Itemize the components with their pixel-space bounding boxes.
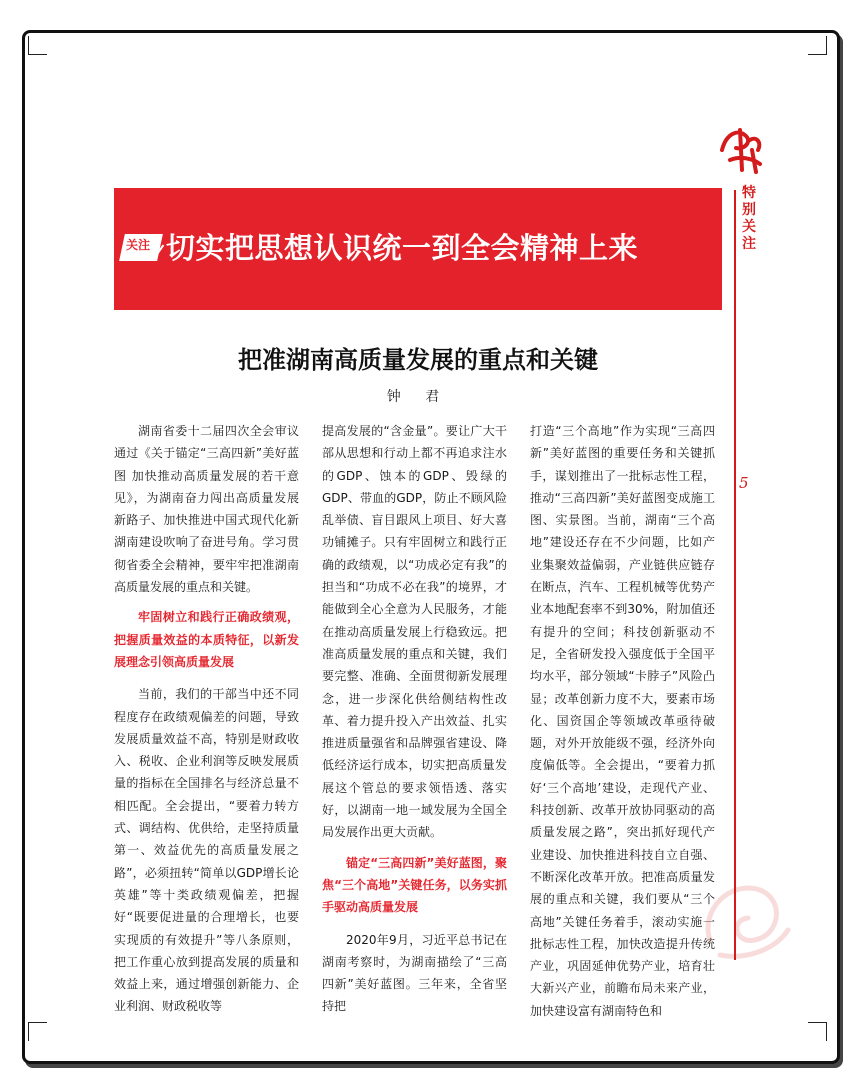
text-column-3: [530, 420, 715, 1022]
subheading: 牢固树立和践行正确政绩观，把握质量效益的本质特征，以新发展理念引领高质量发展: [114, 610, 299, 669]
paragraph: 打造“三个高地”作为实现“三高四新”美好蓝图的重要任务和关键抓手，谋划推出了一批标志性工程，推动“三高四新”美好蓝图变成施工图、实景图。当前，湖南“三个高地”建设还存在不少问题，比如产业集聚效益偏弱，产业链供应链存在断点，汽车、工程机械等优势产业本地配套率不到30%，附加值还有提升的空间；科技创新驱动不足，全省研发投入强度低于全国平均水平，部分领域“卡脖子”风险凸显；改革创新力度不大，要素市场化、国资国企等领域改革亟待破题，对外开放能级不强，经济外向度偏低等。全会提出，“要着力抓好‘三个高地’建设，走现代产业、科技创新、改革开放协同驱动的高质量发展之路”，突出抓好现代产业建设、加快推进科技自立自强、不断深化改革开放。把准高质量发展的重点和关键，我们要从“三个高地”关键任务着手，滚动实施一批标志性工程，加快改造提升传统产业，巩固延伸优势产业，培育壮大新兴产业，前瞻布局未来产业，加快建设富有湖南特色和: [530, 424, 715, 1018]
paragraph: 湖南省委十二届四次全会审议通过《关于锚定“三高四新”美好蓝图 加快推动高质量发展的若干意见》，为湖南奋力闯出高质量发展新路子、加快推进中国式现代化新湖南建设吹响了奋进号角。学习贯彻省委全会精神，要牢牢把准湖南高质量发展的重点和关键。: [114, 424, 299, 595]
section-divider-line: [734, 190, 736, 960]
crop-mark-bottom-left: [28, 1022, 47, 1041]
paragraph: 提高发展的“含金量”。要让广大干部从思想和行动上都不再追求注水的GDP、蚀本的GDP、毁绿的GDP、带血的GDP，防止不顾风险乱举债、盲目跟风上项目、好大喜功铺摊子。只有牢固树立和践行正确的政绩观，以“功成必定有我”的担当和“功成不必在我”的境界，才能做到全心全意为人民服务，才能在推动高质量发展上行稳致远。把准高质量发展的重点和关键，我们要完整、准确、全面贯彻新发展理念，进一步深化供给侧结构性改革、着力提升投入产出效益、扎实推进质量强省和品牌强省建设、降低经济运行成本，切实把高质量发展这个管总的要求领悟透、落实好，以湖南一地一域发展为全国全局发展作出更大贡献。: [322, 424, 507, 840]
feature-banner: [114, 188, 722, 310]
article-title: 把准湖南高质量发展的重点和关键: [238, 346, 598, 374]
calligraphy-seal-icon: [716, 120, 768, 180]
paragraph: 当前，我们的干部当中还不同程度存在政绩观偏差的问题，导致发展质量效益不高，特别是财政收入、税收、企业利润等反映发展质量的指标在全国排名与经济总量不相匹配。全会提出，“要着力转方式、调结构、优供给，走坚持质量第一、效益优先的高质量发展之路”，必须扭转“简单以GDP增长论英雄”等十类政绩观偏差，把握好“既要促进量的合理增长，也要实现质的有效提升”等八条原则，把工作重心放到提高发展的质量和效益上来，通过增强创新能力、企业利润、财政税收等: [114, 687, 299, 1014]
paragraph: 2020年9月，习近平总书记在湖南考察时，为湖南描绘了“三高四新”美好蓝图。三年来，全省坚持把: [322, 932, 507, 1014]
banner-title: 切实把思想认识统一到全会精神上来: [166, 231, 639, 265]
subheading: 锚定“三高四新”美好蓝图，聚焦“三个高地”关键任务，以务实抓手驱动高质量发展: [322, 855, 507, 915]
text-column-2: [322, 420, 507, 1018]
banner-tag: 关注: [126, 238, 151, 252]
decorative-flourish-icon: [690, 860, 800, 970]
article-author: 钟 君: [386, 389, 450, 405]
page-number: 5: [739, 474, 749, 492]
section-label: 特别关注: [742, 185, 756, 252]
crop-mark-top-left: [28, 36, 47, 55]
crop-mark-bottom-right: [808, 1022, 827, 1041]
text-column-1: [114, 420, 299, 1018]
crop-mark-top-right: [808, 36, 827, 55]
